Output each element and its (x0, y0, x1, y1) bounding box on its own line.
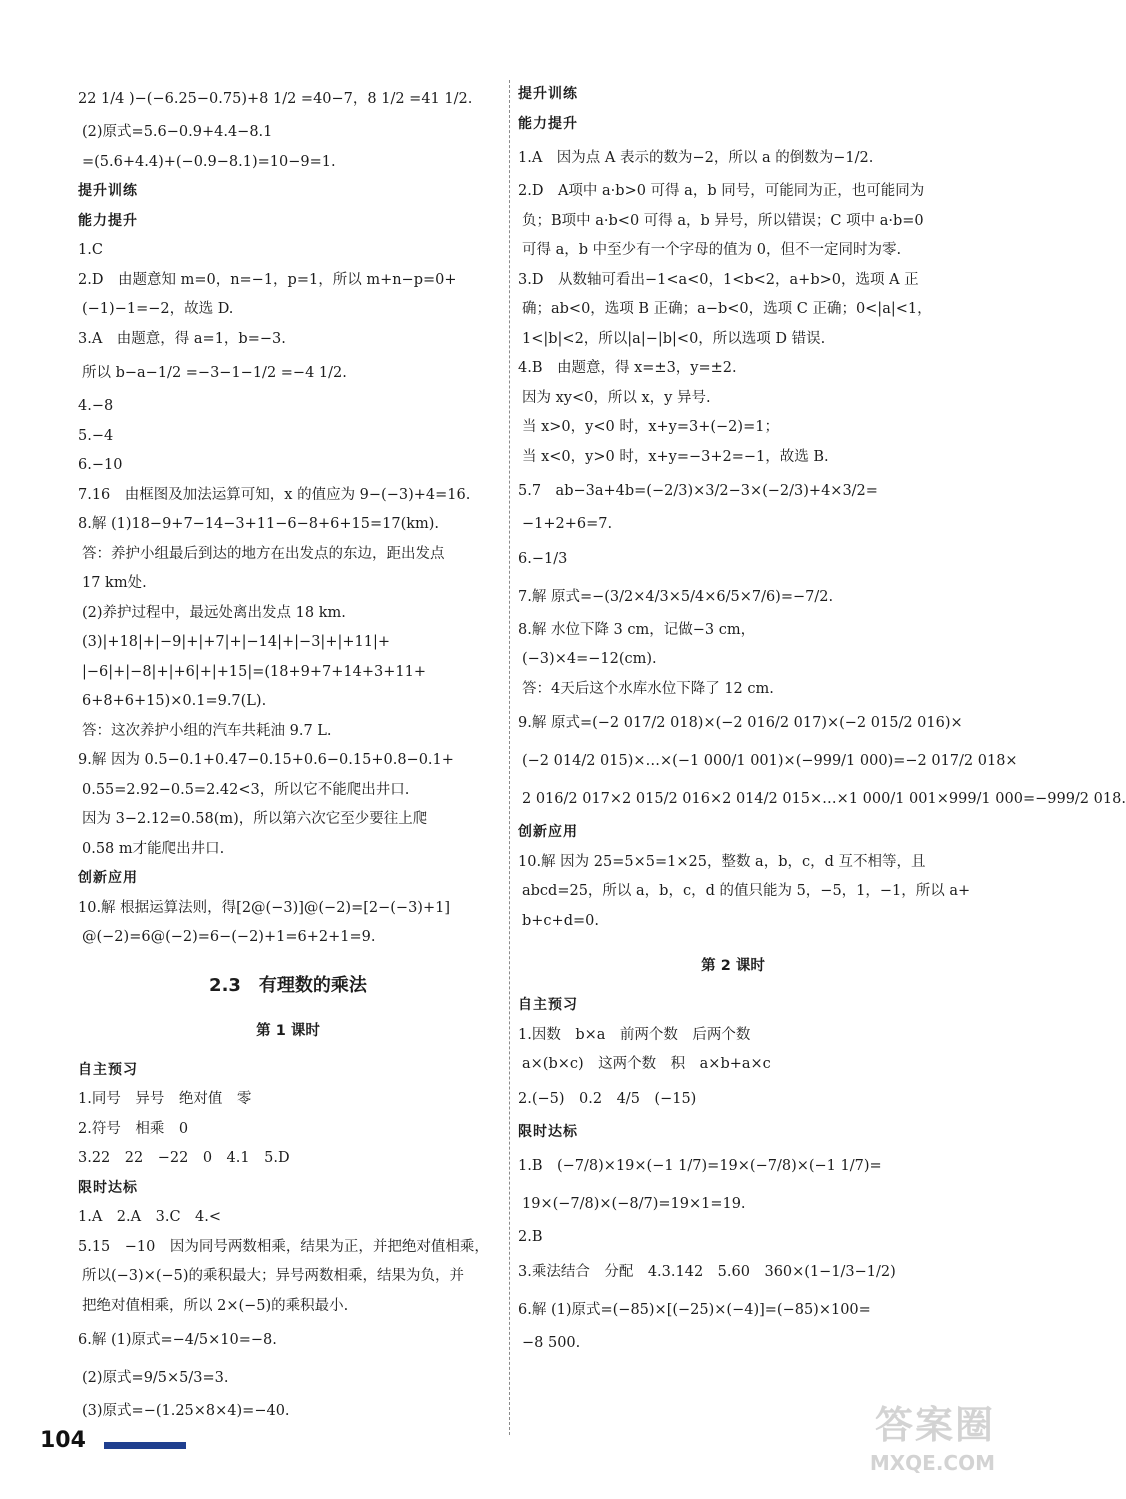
section-heading: 创新应用 (518, 824, 578, 840)
answer-line: @(−2)=6@(−2)=6−(−2)+1=6+2+1=9. (82, 929, 376, 945)
answer-line: 2.B (518, 1229, 543, 1245)
answer-line: 8.解 水位下降 3 cm，记做−3 cm， (518, 621, 756, 638)
section-heading: 创新应用 (78, 870, 138, 886)
answer-line: 0.58 m才能爬出井口. (82, 840, 225, 857)
left-column (78, 80, 498, 1427)
section-heading: 提升训练 (518, 86, 578, 102)
answer-line: 1.因数 b×a 前两个数 后两个数 (518, 1026, 751, 1043)
answer-line: (−1)−1=−2，故选 D. (82, 301, 234, 317)
answer-line: 10.解 根据运算法则，得[2@(−3)]@(−2)=[2−(−3)+1] (78, 899, 450, 916)
answer-line: 6.−10 (78, 457, 123, 473)
answer-line: −1+2+6=7. (522, 516, 613, 532)
answer-line: 7.16 由框图及加法运算可知，x 的值应为 9−(−3)+4=16. (78, 486, 471, 503)
answer-line: 1.B (−7/8)×19×(−1 1/7)=19×(−7/8)×(−1 1/7)= (518, 1158, 882, 1174)
section-heading: 限时达标 (78, 1179, 138, 1196)
section-heading: 自主预习 (518, 997, 578, 1013)
watermark-url: MXQE.COM (869, 1451, 995, 1475)
answer-line: 19×(−7/8)×(−8/7)=19×1=19. (522, 1196, 746, 1212)
answer-line: 1.A 2.A 3.C 4.< (78, 1209, 222, 1225)
section-heading: 能力提升 (78, 212, 138, 229)
answer-line: 6.解 (1)原式=(−85)×[(−25)×(−4)]=(−85)×100= (518, 1301, 871, 1318)
answer-line: 4.−8 (78, 398, 114, 414)
answer-line: 3.D 从数轴可看出−1<a<0，1<b<2，a+b>0，选项 A 正 (518, 271, 919, 288)
answer-line: 答：养护小组最后到达的地方在出发点的东边，距出发点 (82, 545, 445, 562)
answer-line: 把绝对值相乘，所以 2×(−5)的乘积最小. (82, 1297, 349, 1314)
answer-line: 5.−4 (78, 427, 114, 444)
answer-line: 2.D A项中 a·b>0 可得 a，b 同号，可能同为正，也可能同为 (518, 183, 925, 199)
answer-line: 1<|b|<2，所以|a|−|b|<0，所以选项 D 错误. (522, 330, 826, 347)
answer-line: 所以 b−a−1/2 =−3−1−1/2 =−4 1/2. (82, 365, 347, 381)
answer-line: 确；ab<0，选项 B 正确；a−b<0，选项 C 正确；0<|a|<1， (522, 301, 932, 317)
answer-line: 负；B项中 a·b<0 可得 a，b 异号，所以错误；C 项中 a·b=0 (522, 212, 924, 229)
answer-line: 1.A 因为点 A 表示的数为−2，所以 a 的倒数为−1/2. (518, 150, 874, 166)
page-number: 104 (40, 1428, 86, 1453)
answer-line: 答：这次养护小组的汽车共耗油 9.7 L. (82, 722, 332, 739)
answer-line: 可得 a，b 中至少有一个字母的值为 0，但不一定同时为零. (522, 242, 902, 258)
answer-line: 2.(−5) 0.2 4/5 (−15) (518, 1090, 697, 1107)
section-heading: 限时达标 (518, 1123, 578, 1140)
answer-line: 答：4天后这个水库水位下降了 12 cm. (522, 680, 774, 697)
answer-line: (−2 014/2 015)×…×(−1 000/1 001)×(−999/1 000)=−2 017/2 018× (522, 753, 1018, 769)
section-heading: 自主预习 (78, 1061, 138, 1078)
answer-line: 2.D 由题意知 m=0，n=−1，p=1，所以 m+n−p=0+ (78, 271, 457, 288)
answer-line: 1.C (78, 242, 103, 258)
answer-line: 0.55=2.92−0.5=2.42<3，所以它不能爬出井口. (82, 781, 410, 798)
answer-line: (2)养护过程中，最远处离出发点 18 km. (82, 604, 346, 621)
answer-line: 5.7 ab−3a+4b=(−2/3)×3/2−3×(−2/3)+4×3/2= (518, 483, 878, 499)
answer-line: =(5.6+4.4)+(−0.9−8.1)=10−9=1. (82, 153, 336, 170)
answer-line: 1.同号 异号 绝对值 零 (78, 1091, 252, 1107)
answer-line: 6.解 (1)原式=−4/5×10=−8. (78, 1332, 277, 1348)
answer-line: (3)|+18|+|−9|+|+7|+|−14|+|−3|+|+11|+ (82, 634, 390, 650)
answer-line: −8 500. (522, 1334, 581, 1351)
page-number-bar (104, 1442, 186, 1449)
answer-line: 10.解 因为 25=5×5=1×25，整数 a，b，c，d 互不相等，且 (518, 853, 926, 870)
right-column (518, 80, 1126, 1358)
answer-line: 22 1/4 )−(−6.25−0.75)+8 1/2 =40−7，8 1/2 =41 1/2. (78, 91, 473, 107)
answer-line: 8.解 (1)18−9+7−14−3+11−6−8+6+15=17(km). (78, 516, 440, 532)
answer-line: 6+8+6+15)×0.1=9.7(L). (82, 693, 267, 709)
answer-line: a×(b×c) 这两个数 积 a×b+a×c (522, 1056, 771, 1072)
answer-line: 17 km处. (82, 575, 147, 591)
answer-line: 因为 3−2.12=0.58(m)，所以第六次它至少要往上爬 (82, 811, 428, 827)
lesson-title: 第 2 课时 (701, 958, 765, 974)
watermark (780, 1400, 995, 1495)
answer-line: 9.解 因为 0.5−0.1+0.47−0.15+0.6−0.15+0.8−0.1+ (78, 752, 454, 768)
answer-line: (−3)×4=−12(cm). (522, 651, 657, 667)
answer-line: 当 x<0，y>0 时，x+y=−3+2=−1，故选 B. (522, 448, 829, 465)
answer-line: 当 x>0，y<0 时，x+y=3+(−2)=1； (522, 419, 779, 435)
section-heading: 提升训练 (78, 183, 138, 199)
column-divider (509, 80, 510, 1435)
section-title: 2.3 有理数的乘法 (209, 974, 367, 996)
answer-line: 3.22 22 −22 0 4.1 5.D (78, 1150, 290, 1166)
answer-line: 3.A 由题意，得 a=1，b=−3. (78, 330, 286, 347)
answer-line: 2 016/2 017×2 015/2 016×2 014/2 015×…×1 000/1 001×999/1 000=−999/2 018. (522, 791, 1126, 807)
answer-line: 5.15 −10 因为同号两数相乘，结果为正，并把绝对值相乘， (78, 1238, 489, 1255)
answer-line: 7.解 原式=−(3/2×4/3×5/4×6/5×7/6)=−7/2. (518, 588, 834, 605)
answer-line: abcd=25，所以 a，b，c，d 的值只能为 5，−5，1，−1，所以 a+ (522, 883, 971, 899)
section-heading: 能力提升 (518, 115, 578, 132)
answer-line: 2.符号 相乘 0 (78, 1120, 189, 1137)
answer-line: (2)原式=5.6−0.9+4.4−8.1 (82, 124, 273, 140)
answer-line: 所以(−3)×(−5)的乘积最大；异号两数相乘，结果为负，并 (82, 1268, 465, 1284)
answer-line: 4.B 由题意，得 x=±3，y=±2. (518, 360, 737, 376)
answer-line: 6.−1/3 (518, 550, 568, 567)
answer-line: 9.解 原式=(−2 017/2 018)×(−2 016/2 017)×(−2 015/2 016)× (518, 715, 963, 731)
answer-line: b+c+d=0. (522, 912, 599, 929)
answer-line: 3.乘法结合 分配 4.3.142 5.60 360×(1−1/3−1/2) (518, 1263, 896, 1280)
answer-line: 因为 xy<0，所以 x，y 异号. (522, 389, 711, 406)
answer-line: (3)原式=−(1.25×8×4)=−40. (82, 1403, 290, 1419)
answer-line: |−6|+|−8|+|+6|+|+15|=(18+9+7+14+3+11+ (82, 663, 426, 680)
answer-line: (2)原式=9/5×5/3=3. (82, 1370, 229, 1386)
watermark-mark: 答案圈 (874, 1403, 995, 1447)
lesson-title: 第 1 课时 (256, 1022, 320, 1039)
